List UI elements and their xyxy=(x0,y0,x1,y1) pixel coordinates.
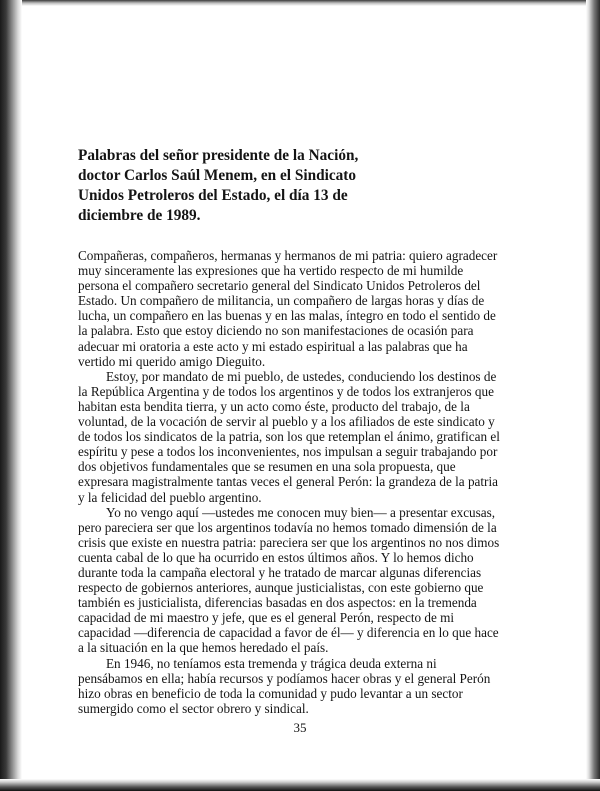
paragraph-4: En 1946, no teníamos esta tremenda y trágica deuda externa ni pensábamos en ella; había recursos y podíamos hacer obras y el general Perón hizo obras en beneficio de toda la comunidad y pudo levantar a un sector sumergido como el sector obrero y sindical. xyxy=(78,655,491,716)
paragraph-3: Yo no vengo aquí —ustedes me conocen muy bien— a presentar excusas, pero pareciera ser que los argentinos todavía no hemos tomado dimensión de la crisis que existe en nuestra patria: pareciera ser que los argentinos no nos dimos cuenta cabal de lo que ha ocurrido en estos últimos años. Y lo hemos dicho durante toda la campaña electoral y he tratado de marcar algunas diferencias respecto de gobiernos anteriores, aunque justicialistas, con este gobierno que también es justicialista, diferencias basadas en dos aspectos: en la tremenda capacidad de mi maestro y jefe, que es el general Perón, respecto de mi capacidad —diferencia de capacidad a favor de él— y diferencia en lo que hace a la situación en la que hemos heredado el país. xyxy=(78,504,500,656)
scan-edge-top xyxy=(0,0,600,6)
scan-edge-left xyxy=(0,0,22,791)
scan-edge-bottom xyxy=(0,779,600,791)
paragraph-1: Compañeras, compañeros, hermanas y hermanos de mi patria: quiero agradecer muy sinceramente las expresiones que ha vertido respecto de mi humilde persona el compañero secretario general del Sindicato Unidos Petroleros del Estado. Un compañero de militancia, un compañero de largas horas y días de lucha, un compañero en las buenas y en las malas, íntegro en todo el sentido de la palabra. Esto que estoy diciendo no son manifestaciones de ocasión para adecuar mi oratoria a este acto y mi estado espiritual a las palabras que ha vertido mi querido amigo Dieguito. xyxy=(78,248,498,369)
scan-edge-right xyxy=(586,0,600,791)
page-number: 35 xyxy=(293,720,307,735)
paragraph-2: Estoy, por mandato de mi pueblo, de ustedes, conduciendo los destinos de la República Argentina y de todos los argentinos y de todos los extranjeros que habitan esta bendita tierra, y un acto como éste, producto del trabajo, de la voluntad, de la vocación de servir al pueblo y a los afiliados de este sindicato y de todos los sindicatos de la patria, son los que retemplan el ánimo, gratifican el espíritu y pese a todos los inconvenientes, nos impulsan a seguir trabajando por dos objetivos fundamentales que se resumen en una sola propuesta, que expresara magistralmente tantas veces el general Perón: la grandeza de la patria y la felicidad del pueblo argentino. xyxy=(78,368,500,505)
page-header xyxy=(78,146,504,226)
body-text xyxy=(78,248,504,716)
document-title: Palabras del señor presidente de la Nación, doctor Carlos Saúl Menem, en el Sindicato Unidos Petroleros del Estado, el día 13 de diciembre de 1989. xyxy=(78,147,359,224)
